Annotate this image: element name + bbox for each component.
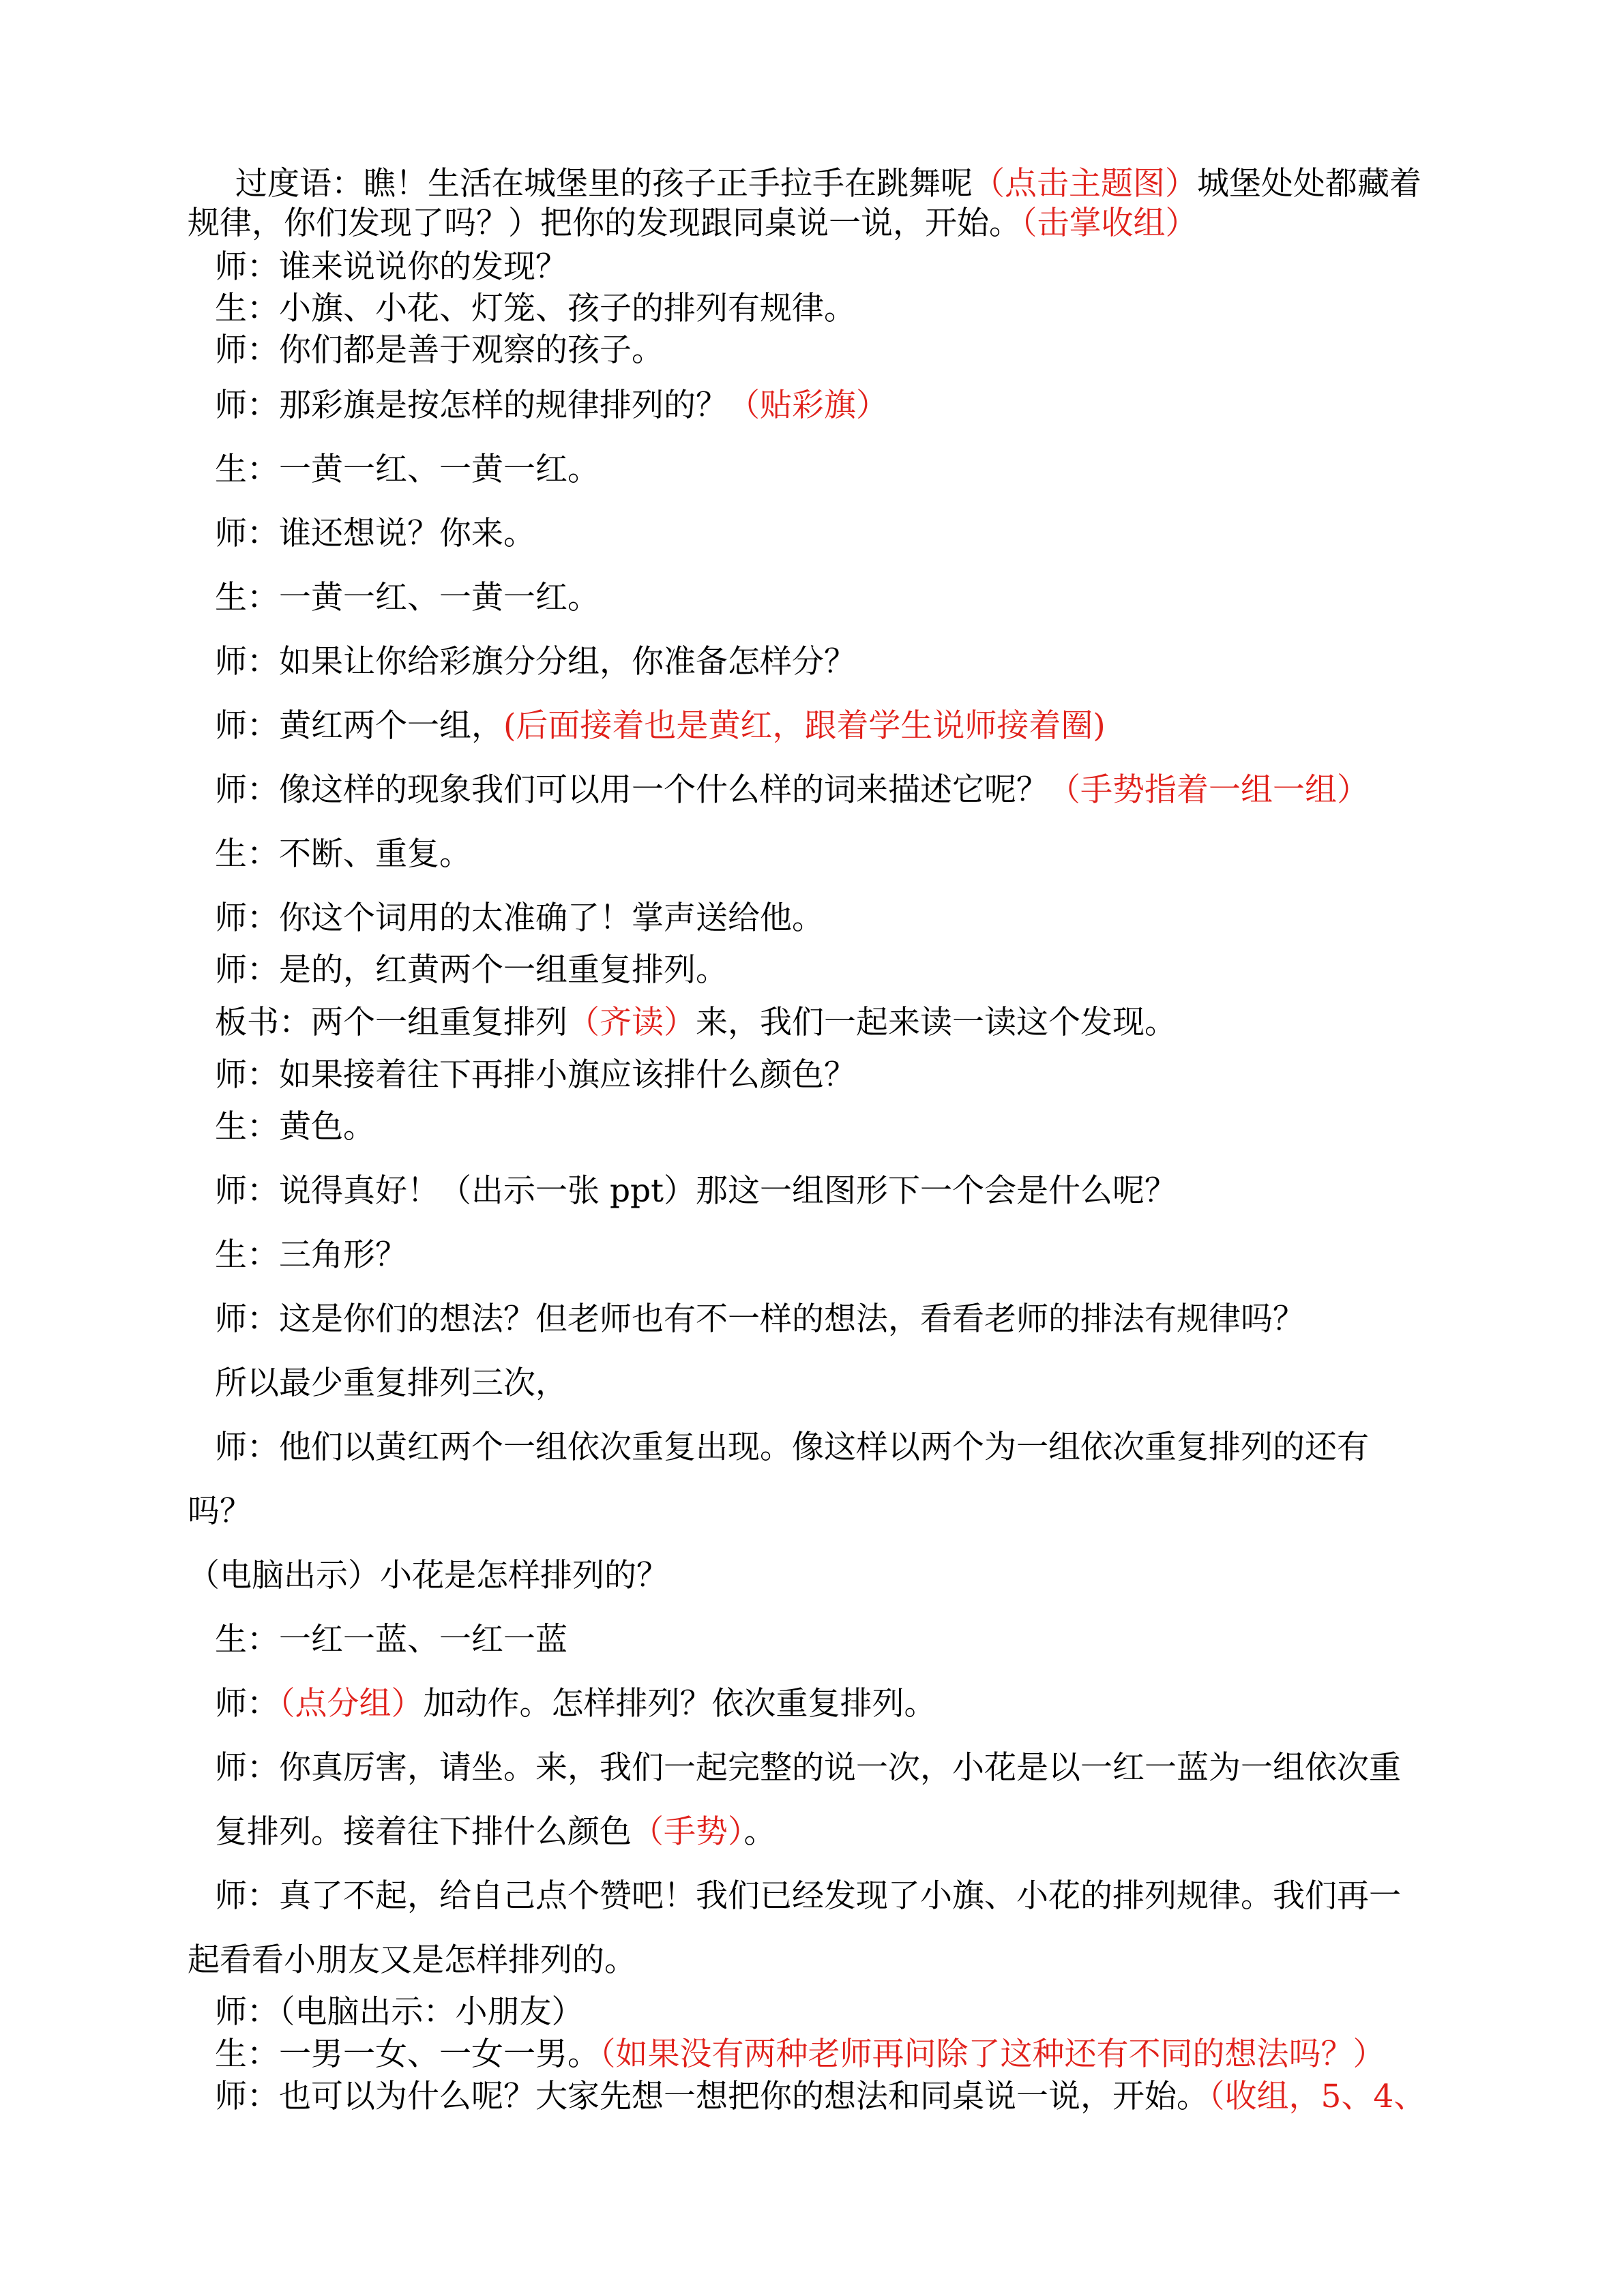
text-segment: 加动作。怎样排列？依次重复排列。	[423, 1685, 936, 1723]
dialogue-line-11	[215, 706, 1106, 747]
text-segment: 吗？	[188, 1493, 252, 1530]
red-annotation: （击掌收组）	[1021, 205, 1198, 242]
text-segment: 师：谁还想说？你来。	[215, 515, 535, 552]
text-segment: 城堡处处都藏着	[1197, 165, 1421, 203]
dialogue-line-21	[215, 1299, 1305, 1340]
red-annotation: （齐读）	[567, 1004, 696, 1041]
dialogue-line-29	[215, 1812, 776, 1853]
text-segment: 师：你这个词用的太准确了！掌声送给他。	[215, 899, 824, 937]
text-segment: 师：你们都是善于观察的孩子。	[215, 331, 664, 369]
text-segment: 板书：两个一组重复排列	[215, 1004, 567, 1041]
text-segment: 师：你真厉害，请坐。来，我们一起完整的说一次，小花是以一红一蓝为一组依次重	[215, 1749, 1401, 1787]
red-annotation: （点击主题图）	[973, 165, 1197, 203]
text-segment: 师：那彩旗是按怎样的规律排列的？	[215, 387, 728, 424]
text-segment: 师：谁来说说你的发现？	[215, 248, 567, 286]
text-segment: 。	[743, 1813, 776, 1851]
dialogue-line-16	[215, 1002, 1177, 1043]
text-segment: 师：真了不起，给自己点个赞吧！我们已经发现了小旗、小花的排列规律。我们再一	[215, 1877, 1401, 1915]
dialogue-line-9	[215, 578, 600, 618]
dialogue-line-4	[215, 288, 856, 329]
text-segment: 师：也可以为什么呢？大家先想一想把你的想法和同桌说一说，开始。	[215, 2078, 1209, 2115]
text-segment: 生：一男一女、一女一男。	[215, 2036, 600, 2073]
text-segment: 师：像这样的现象我们可以用一个什么样的词来描述它呢？	[215, 771, 1048, 809]
dialogue-line-15	[215, 950, 728, 991]
text-segment: 生：三角形？	[215, 1236, 407, 1274]
dialogue-line-14	[215, 898, 824, 939]
text-segment: 师：说得真好！（出示一张 ppt）那这一组图形下一个会是什么呢？	[215, 1172, 1177, 1210]
dialogue-line-31	[188, 1940, 636, 1981]
dialogue-line-25	[188, 1555, 668, 1596]
dialogue-line-24	[188, 1491, 252, 1532]
text-segment: 师：如果接着往下再排小旗应该排什么颜色？	[215, 1056, 856, 1094]
paragraph-line-1	[235, 164, 1421, 205]
red-annotation: （手势）	[632, 1813, 744, 1851]
text-segment: 生：不断、重复。	[215, 835, 471, 873]
red-annotation: （贴彩旗）	[728, 387, 888, 424]
text-segment: 生：小旗、小花、灯笼、孩子的排列有规律。	[215, 290, 856, 327]
dialogue-line-23	[215, 1427, 1369, 1468]
dialogue-line-10	[215, 642, 856, 683]
text-segment: 师：（电脑出示：小朋友）	[215, 1993, 584, 2031]
dialogue-line-7	[215, 449, 600, 490]
text-segment: 师：他们以黄红两个一组依次重复出现。像这样以两个为一组依次重复排列的还有	[215, 1429, 1369, 1466]
dialogue-line-27	[215, 1684, 936, 1725]
dialogue-line-30	[215, 1876, 1401, 1917]
red-annotation: （点分组）	[279, 1685, 424, 1723]
text-segment: 所以最少重复排列三次，	[215, 1365, 567, 1402]
text-segment: 生：黄色。	[215, 1108, 375, 1146]
dialogue-line-12	[215, 770, 1369, 811]
text-segment: 来，我们一起来读一读这个发现。	[696, 1004, 1177, 1041]
dialogue-line-22	[215, 1363, 567, 1404]
text-segment: 师：黄红两个一组，	[215, 707, 503, 745]
text-segment: 师：	[215, 1685, 279, 1723]
dialogue-line-34	[215, 2076, 1426, 2117]
text-segment: 师：如果让你给彩旗分分组，你准备怎样分？	[215, 643, 856, 681]
dialogue-line-18	[215, 1107, 375, 1148]
dialogue-line-33	[215, 2034, 1385, 2075]
red-annotation: （如果没有两种老师再问除了这种还有不同的想法吗？）	[600, 2036, 1385, 2073]
dialogue-line-5	[215, 330, 664, 371]
paragraph-line-2	[188, 203, 1198, 244]
text-segment: 过度语：瞧！生活在城堡里的孩子正手拉手在跳舞呢	[235, 165, 973, 203]
dialogue-line-17	[215, 1055, 856, 1096]
text-segment: 师：这是你们的想法？但老师也有不一样的想法，看看老师的排法有规律吗？	[215, 1300, 1305, 1338]
red-annotation: （手势指着一组一组）	[1048, 771, 1369, 809]
dialogue-line-3	[215, 247, 567, 288]
text-segment: 起看看小朋友又是怎样排列的。	[188, 1941, 636, 1979]
red-annotation: （收组，5、4、	[1209, 2078, 1426, 2115]
text-segment: 生：一黄一红、一黄一红。	[215, 451, 600, 488]
dialogue-line-13	[215, 834, 471, 875]
text-segment: 生：一红一蓝、一红一蓝	[215, 1621, 567, 1658]
dialogue-line-28	[215, 1748, 1401, 1789]
text-segment: 复排列。接着往下排什么颜色	[215, 1813, 632, 1851]
text-segment: 规律，你们发现了吗？）把你的发现跟同桌说一说，开始。	[188, 205, 1021, 242]
dialogue-line-19	[215, 1171, 1177, 1212]
dialogue-line-26	[215, 1620, 567, 1660]
dialogue-line-20	[215, 1235, 407, 1276]
text-segment: 师：是的，红黄两个一组重复排列。	[215, 951, 728, 989]
text-segment: 生：一黄一红、一黄一红。	[215, 579, 600, 616]
dialogue-line-32	[215, 1992, 584, 2033]
dialogue-line-6	[215, 385, 888, 426]
text-segment: （电脑出示）小花是怎样排列的？	[188, 1557, 668, 1594]
dialogue-line-8	[215, 513, 535, 554]
red-annotation: (后面接着也是黄红，跟着学生说师接着圈)	[503, 707, 1106, 745]
